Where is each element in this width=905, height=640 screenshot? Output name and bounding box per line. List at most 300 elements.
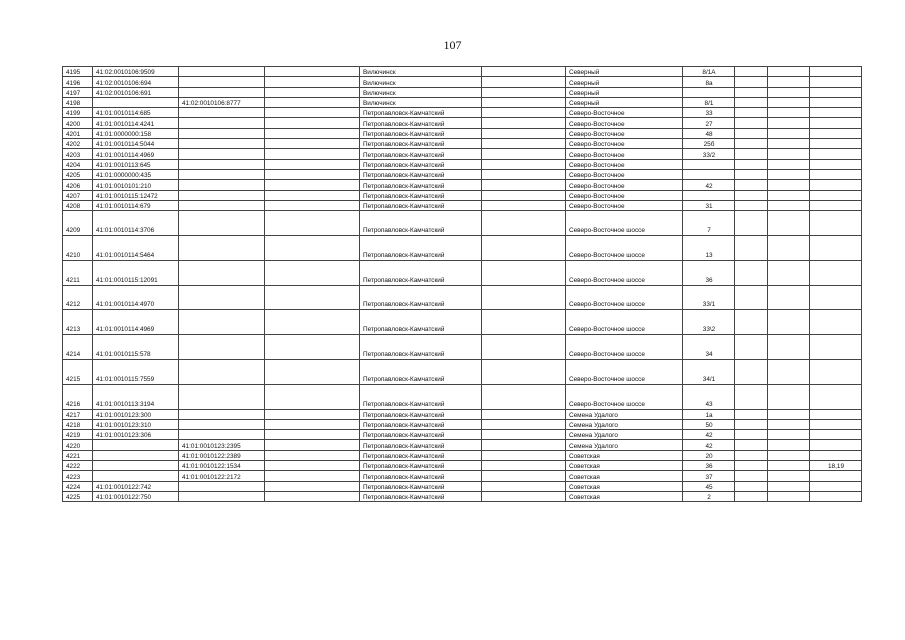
locality-cell: Петропавловск-Камчатский bbox=[360, 139, 482, 149]
blank-cell bbox=[265, 159, 360, 169]
street-cell: Северо-Восточное bbox=[566, 169, 683, 179]
table-row bbox=[63, 440, 862, 450]
table-row bbox=[63, 359, 862, 384]
blank-cell bbox=[735, 200, 768, 210]
blank-cell bbox=[265, 67, 360, 77]
cadastral-number-alt-cell bbox=[179, 384, 265, 409]
cadastral-number-cell: 41:01:0010114:4970 bbox=[93, 285, 179, 310]
locality-cell: Петропавловск-Камчатский bbox=[360, 440, 482, 450]
blank-cell bbox=[768, 200, 810, 210]
row-number-cell: 4221 bbox=[63, 450, 93, 460]
extra-info-cell bbox=[810, 169, 862, 179]
house-number-cell: 48 bbox=[683, 128, 735, 138]
cadastral-number-alt-cell bbox=[179, 491, 265, 501]
locality-cell: Петропавловск-Камчатский bbox=[360, 200, 482, 210]
house-number-cell: 20 bbox=[683, 450, 735, 460]
cadastral-number-cell: 41:01:0010113:3194 bbox=[93, 384, 179, 409]
extra-info-cell bbox=[810, 440, 862, 450]
blank-cell bbox=[735, 384, 768, 409]
row-number-cell: 4222 bbox=[63, 461, 93, 471]
street-cell: Семена Удалого bbox=[566, 440, 683, 450]
cadastral-number-cell: 41:01:0010114:4241 bbox=[93, 118, 179, 128]
extra-info-cell bbox=[810, 97, 862, 107]
row-number-cell: 4202 bbox=[63, 139, 93, 149]
table-row bbox=[63, 450, 862, 460]
table-row bbox=[63, 235, 862, 260]
blank-cell bbox=[265, 128, 360, 138]
blank-cell bbox=[265, 471, 360, 481]
cadastral-number-cell bbox=[93, 440, 179, 450]
locality-cell: Петропавловск-Камчатский bbox=[360, 149, 482, 159]
cadastral-number-alt-cell bbox=[179, 128, 265, 138]
locality-cell: Петропавловск-Камчатский bbox=[360, 335, 482, 360]
blank-cell bbox=[735, 169, 768, 179]
blank-cell bbox=[265, 419, 360, 429]
cadastral-number-cell: 41:01:0010114:4969 bbox=[93, 310, 179, 335]
table-row bbox=[63, 128, 862, 138]
cadastral-number-alt-cell bbox=[179, 285, 265, 310]
house-number-cell: 45 bbox=[683, 481, 735, 491]
table-row bbox=[63, 211, 862, 236]
blank-cell bbox=[482, 384, 566, 409]
table-row bbox=[63, 409, 862, 419]
house-number-cell bbox=[683, 190, 735, 200]
blank-cell bbox=[768, 97, 810, 107]
blank-cell bbox=[735, 190, 768, 200]
blank-cell bbox=[265, 461, 360, 471]
blank-cell bbox=[265, 450, 360, 460]
locality-cell: Вилючинск bbox=[360, 87, 482, 97]
blank-cell bbox=[482, 450, 566, 460]
blank-cell bbox=[735, 471, 768, 481]
house-number-cell: 33/1 bbox=[683, 285, 735, 310]
extra-info-cell bbox=[810, 335, 862, 360]
row-number-cell: 4217 bbox=[63, 409, 93, 419]
blank-cell bbox=[265, 359, 360, 384]
cadastral-number-cell: 41:01:0010113:645 bbox=[93, 159, 179, 169]
blank-cell bbox=[265, 335, 360, 360]
table-row bbox=[63, 481, 862, 491]
table-row bbox=[63, 97, 862, 107]
extra-info-cell bbox=[810, 359, 862, 384]
locality-cell: Петропавловск-Камчатский bbox=[360, 260, 482, 285]
blank-cell bbox=[735, 450, 768, 460]
row-number-cell: 4209 bbox=[63, 211, 93, 236]
blank-cell bbox=[265, 77, 360, 87]
blank-cell bbox=[482, 97, 566, 107]
row-number-cell: 4225 bbox=[63, 491, 93, 501]
row-number-cell: 4220 bbox=[63, 440, 93, 450]
blank-cell bbox=[735, 128, 768, 138]
street-cell: Северо-Восточное шоссе bbox=[566, 285, 683, 310]
blank-cell bbox=[735, 310, 768, 335]
extra-info-cell bbox=[810, 149, 862, 159]
blank-cell bbox=[735, 285, 768, 310]
cadastral-number-alt-cell bbox=[179, 108, 265, 118]
street-cell: Северо-Восточное шоссе bbox=[566, 310, 683, 335]
extra-info-cell bbox=[810, 211, 862, 236]
locality-cell: Вилючинск bbox=[360, 67, 482, 77]
table-row bbox=[63, 430, 862, 440]
house-number-cell: 7 bbox=[683, 211, 735, 236]
street-cell: Северо-Восточное bbox=[566, 118, 683, 128]
house-number-cell bbox=[683, 159, 735, 169]
locality-cell: Петропавловск-Камчатский bbox=[360, 128, 482, 138]
cadastral-number-alt-cell bbox=[179, 190, 265, 200]
blank-cell bbox=[768, 118, 810, 128]
cadastral-number-cell: 41:01:0000000:435 bbox=[93, 169, 179, 179]
cadastral-number-cell: 41:02:0010106:691 bbox=[93, 87, 179, 97]
blank-cell bbox=[735, 97, 768, 107]
blank-cell bbox=[768, 384, 810, 409]
cadastral-number-cell: 41:01:0010114:5044 bbox=[93, 139, 179, 149]
house-number-cell: 43 bbox=[683, 384, 735, 409]
house-number-cell: 2 bbox=[683, 491, 735, 501]
cadastral-number-alt-cell bbox=[179, 200, 265, 210]
table-row bbox=[63, 118, 862, 128]
blank-cell bbox=[482, 211, 566, 236]
table-row bbox=[63, 384, 862, 409]
blank-cell bbox=[482, 461, 566, 471]
blank-cell bbox=[482, 67, 566, 77]
blank-cell bbox=[482, 190, 566, 200]
row-number-cell: 4213 bbox=[63, 310, 93, 335]
house-number-cell: 36 bbox=[683, 461, 735, 471]
table-row bbox=[63, 87, 862, 97]
cadastral-number-alt-cell bbox=[179, 169, 265, 179]
row-number-cell: 4198 bbox=[63, 97, 93, 107]
blank-cell bbox=[482, 159, 566, 169]
row-number-cell: 4219 bbox=[63, 430, 93, 440]
house-number-cell: 8а bbox=[683, 77, 735, 87]
row-number-cell: 4215 bbox=[63, 359, 93, 384]
row-number-cell: 4210 bbox=[63, 235, 93, 260]
extra-info-cell bbox=[810, 384, 862, 409]
row-number-cell: 4224 bbox=[63, 481, 93, 491]
blank-cell bbox=[482, 87, 566, 97]
extra-info-cell bbox=[810, 310, 862, 335]
extra-info-cell bbox=[810, 235, 862, 260]
street-cell: Советская bbox=[566, 461, 683, 471]
blank-cell bbox=[768, 180, 810, 190]
blank-cell bbox=[265, 440, 360, 450]
extra-info-cell bbox=[810, 128, 862, 138]
blank-cell bbox=[265, 409, 360, 419]
locality-cell: Вилючинск bbox=[360, 77, 482, 87]
street-cell: Советская bbox=[566, 450, 683, 460]
street-cell: Семена Удалого bbox=[566, 419, 683, 429]
blank-cell bbox=[265, 235, 360, 260]
blank-cell bbox=[482, 77, 566, 87]
blank-cell bbox=[265, 149, 360, 159]
cadastral-number-cell bbox=[93, 461, 179, 471]
cadastral-number-alt-cell bbox=[179, 139, 265, 149]
blank-cell bbox=[768, 159, 810, 169]
blank-cell bbox=[735, 335, 768, 360]
blank-cell bbox=[265, 108, 360, 118]
house-number-cell: 33/2 bbox=[683, 149, 735, 159]
table-row bbox=[63, 77, 862, 87]
blank-cell bbox=[265, 200, 360, 210]
street-cell: Северо-Восточное bbox=[566, 108, 683, 118]
extra-info-cell bbox=[810, 159, 862, 169]
cadastral-number-cell bbox=[93, 450, 179, 460]
street-cell: Северо-Восточное шоссе bbox=[566, 384, 683, 409]
locality-cell: Петропавловск-Камчатский bbox=[360, 471, 482, 481]
extra-info-cell bbox=[810, 409, 862, 419]
table-row bbox=[63, 335, 862, 360]
cadastral-number-cell bbox=[93, 471, 179, 481]
house-number-cell: 36 bbox=[683, 260, 735, 285]
blank-cell bbox=[768, 450, 810, 460]
cadastral-number-cell: 41:01:0010123:306 bbox=[93, 430, 179, 440]
address-registry-table bbox=[62, 66, 862, 502]
blank-cell bbox=[482, 359, 566, 384]
street-cell: Северо-Восточное шоссе bbox=[566, 211, 683, 236]
table-row bbox=[63, 108, 862, 118]
cadastral-number-cell: 41:01:0010115:12091 bbox=[93, 260, 179, 285]
row-number-cell: 4205 bbox=[63, 169, 93, 179]
locality-cell: Петропавловск-Камчатский bbox=[360, 180, 482, 190]
locality-cell: Вилючинск bbox=[360, 97, 482, 107]
blank-cell bbox=[265, 169, 360, 179]
street-cell: Северный bbox=[566, 87, 683, 97]
blank-cell bbox=[768, 335, 810, 360]
blank-cell bbox=[265, 118, 360, 128]
table-row bbox=[63, 419, 862, 429]
house-number-cell: 13 bbox=[683, 235, 735, 260]
blank-cell bbox=[482, 285, 566, 310]
blank-cell bbox=[265, 481, 360, 491]
blank-cell bbox=[735, 149, 768, 159]
page-number: 107 bbox=[443, 38, 462, 52]
blank-cell bbox=[482, 481, 566, 491]
row-number-cell: 4211 bbox=[63, 260, 93, 285]
cadastral-number-alt-cell bbox=[179, 159, 265, 169]
cadastral-number-alt-cell bbox=[179, 149, 265, 159]
cadastral-number-cell: 41:01:0010114:4969 bbox=[93, 149, 179, 159]
table-row bbox=[63, 149, 862, 159]
table-row bbox=[63, 200, 862, 210]
row-number-cell: 4199 bbox=[63, 108, 93, 118]
blank-cell bbox=[482, 430, 566, 440]
row-number-cell: 4208 bbox=[63, 200, 93, 210]
extra-info-cell bbox=[810, 430, 862, 440]
street-cell: Северо-Восточное шоссе bbox=[566, 359, 683, 384]
blank-cell bbox=[735, 481, 768, 491]
blank-cell bbox=[768, 491, 810, 501]
blank-cell bbox=[482, 180, 566, 190]
blank-cell bbox=[735, 260, 768, 285]
blank-cell bbox=[265, 211, 360, 236]
house-number-cell: 1а bbox=[683, 409, 735, 419]
blank-cell bbox=[768, 430, 810, 440]
table-row bbox=[63, 491, 862, 501]
locality-cell: Петропавловск-Камчатский bbox=[360, 384, 482, 409]
blank-cell bbox=[768, 128, 810, 138]
table-row bbox=[63, 180, 862, 190]
blank-cell bbox=[735, 159, 768, 169]
blank-cell bbox=[735, 118, 768, 128]
blank-cell bbox=[768, 67, 810, 77]
cadastral-number-alt-cell: 41:01:0010122:2172 bbox=[179, 471, 265, 481]
blank-cell bbox=[735, 409, 768, 419]
cadastral-number-alt-cell bbox=[179, 310, 265, 335]
blank-cell bbox=[482, 471, 566, 481]
cadastral-number-cell: 41:01:0010122:750 bbox=[93, 491, 179, 501]
street-cell: Северо-Восточное шоссе bbox=[566, 335, 683, 360]
blank-cell bbox=[735, 67, 768, 77]
extra-info-cell bbox=[810, 471, 862, 481]
extra-info-cell bbox=[810, 285, 862, 310]
cadastral-number-cell: 41:01:0000000:158 bbox=[93, 128, 179, 138]
blank-cell bbox=[265, 430, 360, 440]
row-number-cell: 4223 bbox=[63, 471, 93, 481]
extra-info-cell bbox=[810, 108, 862, 118]
locality-cell: Петропавловск-Камчатский bbox=[360, 409, 482, 419]
blank-cell bbox=[482, 139, 566, 149]
locality-cell: Петропавловск-Камчатский bbox=[360, 211, 482, 236]
blank-cell bbox=[265, 139, 360, 149]
cadastral-number-cell: 41:01:0010122:742 bbox=[93, 481, 179, 491]
extra-info-cell bbox=[810, 139, 862, 149]
locality-cell: Петропавловск-Камчатский bbox=[360, 285, 482, 310]
blank-cell bbox=[735, 235, 768, 260]
blank-cell bbox=[265, 384, 360, 409]
blank-cell bbox=[768, 419, 810, 429]
street-cell: Северо-Восточное bbox=[566, 200, 683, 210]
extra-info-cell bbox=[810, 419, 862, 429]
cadastral-number-alt-cell bbox=[179, 87, 265, 97]
table-row bbox=[63, 169, 862, 179]
house-number-cell: 33\2 bbox=[683, 310, 735, 335]
street-cell: Северо-Восточное bbox=[566, 139, 683, 149]
cadastral-number-cell: 41:01:0010114:685 bbox=[93, 108, 179, 118]
locality-cell: Петропавловск-Камчатский bbox=[360, 169, 482, 179]
cadastral-number-alt-cell bbox=[179, 481, 265, 491]
blank-cell bbox=[482, 419, 566, 429]
cadastral-number-alt-cell: 41:01:0010123:2395 bbox=[179, 440, 265, 450]
street-cell: Северный bbox=[566, 97, 683, 107]
extra-info-cell bbox=[810, 87, 862, 97]
blank-cell bbox=[265, 491, 360, 501]
blank-cell bbox=[735, 430, 768, 440]
street-cell: Северо-Восточное bbox=[566, 180, 683, 190]
blank-cell bbox=[735, 211, 768, 236]
extra-info-cell bbox=[810, 118, 862, 128]
blank-cell bbox=[768, 461, 810, 471]
cadastral-number-cell: 41:01:0010114:5464 bbox=[93, 235, 179, 260]
street-cell: Советская bbox=[566, 481, 683, 491]
blank-cell bbox=[768, 481, 810, 491]
blank-cell bbox=[768, 471, 810, 481]
blank-cell bbox=[735, 440, 768, 450]
blank-cell bbox=[482, 149, 566, 159]
blank-cell bbox=[768, 149, 810, 159]
blank-cell bbox=[265, 190, 360, 200]
locality-cell: Петропавловск-Камчатский bbox=[360, 419, 482, 429]
row-number-cell: 4201 bbox=[63, 128, 93, 138]
street-cell: Северо-Восточное bbox=[566, 149, 683, 159]
cadastral-number-alt-cell bbox=[179, 235, 265, 260]
row-number-cell: 4197 bbox=[63, 87, 93, 97]
blank-cell bbox=[482, 409, 566, 419]
street-cell: Советская bbox=[566, 491, 683, 501]
extra-info-cell bbox=[810, 200, 862, 210]
row-number-cell: 4214 bbox=[63, 335, 93, 360]
blank-cell bbox=[482, 260, 566, 285]
locality-cell: Петропавловск-Камчатский bbox=[360, 461, 482, 471]
blank-cell bbox=[768, 310, 810, 335]
blank-cell bbox=[265, 310, 360, 335]
house-number-cell: 42 bbox=[683, 440, 735, 450]
blank-cell bbox=[265, 97, 360, 107]
blank-cell bbox=[482, 335, 566, 360]
table-row bbox=[63, 190, 862, 200]
extra-info-cell bbox=[810, 180, 862, 190]
house-number-cell: 37 bbox=[683, 471, 735, 481]
row-number-cell: 4216 bbox=[63, 384, 93, 409]
row-number-cell: 4204 bbox=[63, 159, 93, 169]
house-number-cell: 8/1 bbox=[683, 97, 735, 107]
locality-cell: Петропавловск-Камчатский bbox=[360, 430, 482, 440]
cadastral-number-alt-cell bbox=[179, 335, 265, 360]
blank-cell bbox=[768, 285, 810, 310]
blank-cell bbox=[768, 260, 810, 285]
cadastral-number-alt-cell: 41:02:0010106:8777 bbox=[179, 97, 265, 107]
house-number-cell: 25б bbox=[683, 139, 735, 149]
blank-cell bbox=[735, 180, 768, 190]
street-cell: Северо-Восточное шоссе bbox=[566, 260, 683, 285]
blank-cell bbox=[768, 235, 810, 260]
row-number-cell: 4212 bbox=[63, 285, 93, 310]
street-cell: Северо-Восточное bbox=[566, 190, 683, 200]
blank-cell bbox=[482, 108, 566, 118]
cadastral-number-cell: 41:02:0010106:9509 bbox=[93, 67, 179, 77]
cadastral-number-cell: 41:01:0010101:210 bbox=[93, 180, 179, 190]
blank-cell bbox=[482, 128, 566, 138]
house-number-cell: 33 bbox=[683, 108, 735, 118]
table-body bbox=[63, 67, 862, 502]
table-row bbox=[63, 471, 862, 481]
table-row bbox=[63, 67, 862, 77]
blank-cell bbox=[768, 77, 810, 87]
table-row bbox=[63, 310, 862, 335]
row-number-cell: 4218 bbox=[63, 419, 93, 429]
cadastral-number-cell: 41:01:0010114:3706 bbox=[93, 211, 179, 236]
house-number-cell: 42 bbox=[683, 430, 735, 440]
table-row bbox=[63, 159, 862, 169]
blank-cell bbox=[768, 139, 810, 149]
cadastral-number-cell: 41:01:0010114:679 bbox=[93, 200, 179, 210]
cadastral-number-alt-cell: 41:01:0010122:1534 bbox=[179, 461, 265, 471]
cadastral-number-cell: 41:01:0010115:7559 bbox=[93, 359, 179, 384]
blank-cell bbox=[768, 190, 810, 200]
locality-cell: Петропавловск-Камчатский bbox=[360, 108, 482, 118]
extra-info-cell bbox=[810, 190, 862, 200]
blank-cell bbox=[482, 491, 566, 501]
cadastral-number-alt-cell bbox=[179, 67, 265, 77]
blank-cell bbox=[265, 180, 360, 190]
cadastral-number-alt-cell bbox=[179, 77, 265, 87]
row-number-cell: 4195 bbox=[63, 67, 93, 77]
cadastral-number-alt-cell bbox=[179, 260, 265, 285]
cadastral-number-cell: 41:01:0010115:578 bbox=[93, 335, 179, 360]
cadastral-number-alt-cell bbox=[179, 409, 265, 419]
blank-cell bbox=[265, 285, 360, 310]
blank-cell bbox=[482, 440, 566, 450]
locality-cell: Петропавловск-Камчатский bbox=[360, 450, 482, 460]
